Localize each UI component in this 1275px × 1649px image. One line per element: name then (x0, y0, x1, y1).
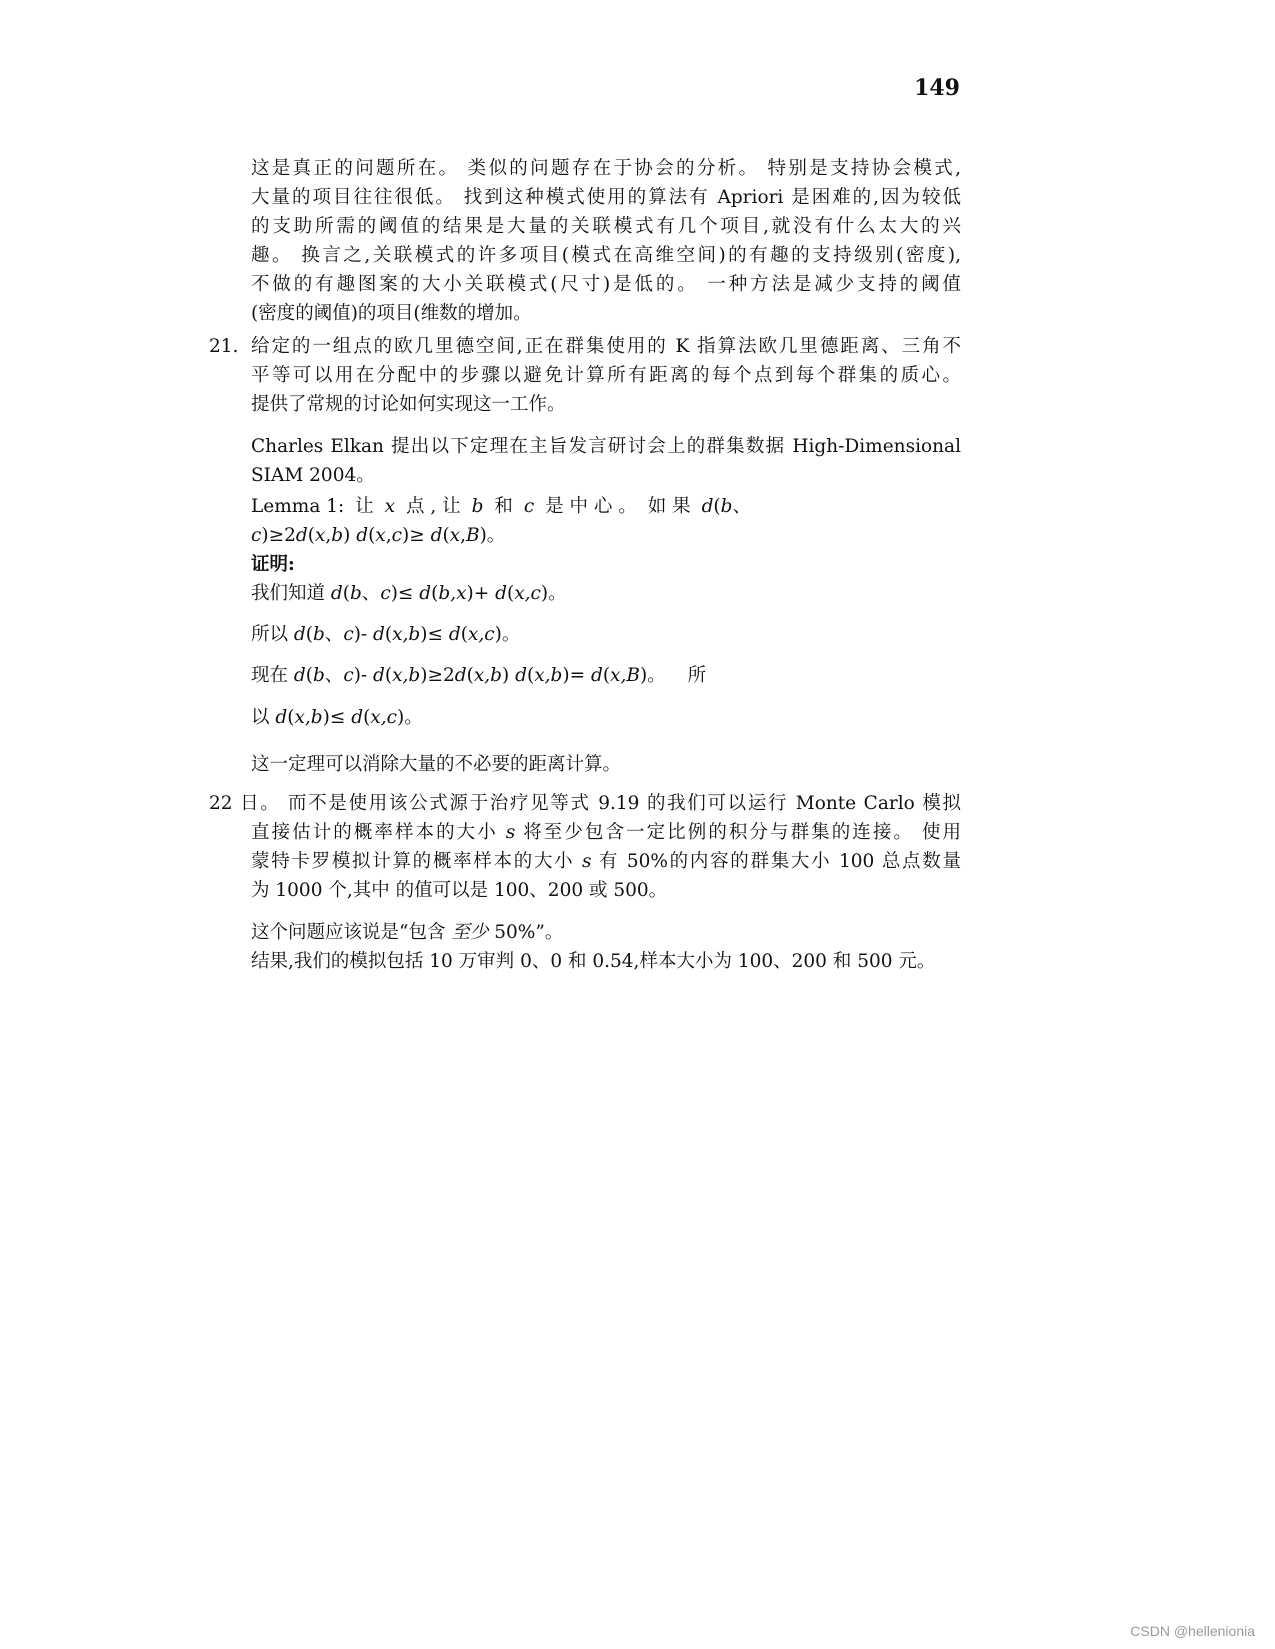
text: 让 (355, 496, 374, 517)
text: 是 中 心 。 (545, 496, 637, 517)
text: ( (460, 624, 468, 645)
text-line: SIAM 2004。 (251, 465, 375, 486)
math-var: x,b (392, 624, 421, 645)
text: )≤ (322, 707, 352, 728)
math-var: x,c (514, 583, 541, 604)
text: )= (562, 665, 591, 686)
math-var: x,b (534, 665, 563, 686)
math-var: c (391, 525, 402, 546)
emphasis: 至少 (451, 922, 489, 943)
text: 、 (732, 496, 751, 517)
math-var: d (430, 525, 443, 546)
text: 蒙特卡罗模拟计算的概率样本的大小 (251, 851, 582, 872)
text: ) (343, 525, 357, 546)
text-line: (密度的阈值)的项目(维数的增加。 (251, 303, 532, 324)
text-line: 22 日。 而不是使用该公式源于治疗见等式 9.19 的我们可以运行 Monte Carlo 模拟 (209, 793, 961, 814)
text-line: 平等可以用在分配中的步骤以避免计算所有距离的每个点到每个群集的质心。 (251, 365, 961, 386)
math-var: x,b (392, 665, 421, 686)
math-var: c (523, 496, 535, 517)
text: 现在 (251, 665, 294, 686)
proof-title: 证明: (251, 554, 295, 575)
math-var: d (373, 624, 385, 645)
text: 这个问题应该说是“包含 (251, 922, 452, 943)
text: )+ (466, 583, 496, 604)
proof-line (251, 579, 961, 608)
text: )≥2 (261, 525, 296, 546)
watermark: CSDN @hellenionia (1130, 1623, 1255, 1639)
item-22 (209, 789, 961, 818)
conclusion (251, 750, 961, 779)
text: , (325, 525, 332, 546)
math-var: x,b (294, 707, 323, 728)
text-line: 这是真正的问题所在。 类似的问题存在于协会的分析。 特别是支持协会模式, (251, 158, 961, 179)
math-var: d (373, 665, 385, 686)
text: ( (363, 707, 371, 728)
text: 有 50%的内容的群集大小 100 总点数量 (591, 851, 961, 872)
math-var: x (375, 525, 386, 546)
text: )- (353, 624, 374, 645)
text: 50%”。 (488, 922, 564, 943)
text: 所以 (251, 624, 294, 645)
text-line: 为 1000 个,其中 的值可以是 100、200 或 500。 (251, 880, 668, 901)
note (251, 918, 961, 976)
math-var: d (495, 583, 507, 604)
text: 将至少包含一定比例的积分与群集的连接。 使用 (515, 822, 962, 843)
math-var: c (343, 624, 354, 645)
text: ( (342, 583, 350, 604)
math-var: d (515, 665, 527, 686)
lemma (251, 492, 961, 608)
lemma-line (251, 521, 961, 550)
text-line: 的支助所需的阈值的结果是大量的关联模式有几个项目,就没有什么太大的兴 (251, 216, 961, 237)
result-line: 结果,我们的模拟包括 10 万审判 0、0 和 0.54,样本大小为 100、200 和 500 元。 (251, 951, 936, 972)
math-var: x,b (473, 665, 503, 686)
text: , (385, 525, 392, 546)
math-var: b (312, 624, 325, 645)
item-21 (209, 332, 961, 419)
text: 所 (687, 665, 707, 686)
math-var: b (331, 525, 344, 546)
text-line: 提供了常规的讨论如何实现这一工作。 (251, 394, 566, 415)
paragraph-continued (251, 154, 961, 328)
elkan-paragraph (251, 432, 961, 490)
text-line: 不做的有趣图案的大小关联模式(尺寸)是低的。 一种方法是减少支持的阈值 (251, 274, 961, 295)
math-var: d (590, 665, 603, 686)
text: 以 (251, 707, 276, 728)
text: ( (307, 525, 315, 546)
math-var: d (351, 707, 364, 728)
proof-line-4 (251, 703, 961, 732)
math-var: d (701, 496, 714, 517)
text: )≥2 (420, 665, 455, 686)
item-22-continued (251, 818, 961, 905)
text: 点 , 让 (406, 496, 461, 517)
lemma-label: Lemma 1: (251, 496, 345, 517)
math-var: d (293, 665, 306, 686)
text: 、 (324, 624, 344, 645)
math-var: b (471, 496, 484, 517)
text-line: 趣。 换言之,关联模式的许多项目(模式在高维空间)的有趣的支持级别(密度), (251, 245, 961, 266)
proof-line-3 (251, 661, 961, 690)
math-var: s (581, 851, 592, 872)
math-var: d (275, 707, 288, 728)
text: , (460, 525, 466, 546)
math-var: x (449, 525, 461, 546)
text: ( (287, 707, 295, 728)
text: ( (384, 665, 393, 686)
math-var: c (343, 665, 354, 686)
text-line (251, 847, 961, 876)
math-var: d (419, 583, 432, 604)
math-var: B (465, 525, 480, 546)
text: )≥ (401, 525, 431, 546)
text: 、 (361, 583, 381, 604)
text: ( (305, 624, 313, 645)
lemma-line (251, 492, 751, 521)
text-line (251, 918, 961, 947)
text: )。 (540, 583, 567, 604)
math-var: c (380, 583, 391, 604)
math-var: x (314, 525, 326, 546)
text: )。 (494, 624, 521, 645)
math-var: s (505, 822, 516, 843)
math-var: b,x (438, 583, 467, 604)
text: 如 果 (647, 496, 691, 517)
proof-line (251, 661, 961, 690)
text: )≤ (420, 624, 449, 645)
text: )。 (639, 665, 666, 686)
math-var: c (251, 525, 262, 546)
item-number: 21. (209, 336, 239, 357)
math-var: b (312, 665, 325, 686)
page-number: 149 (914, 75, 960, 101)
proof-line (251, 703, 961, 732)
text: ( (368, 525, 376, 546)
text: ( (602, 665, 611, 686)
math-var: x (384, 496, 396, 517)
text: ( (442, 525, 450, 546)
text: ( (431, 583, 439, 604)
math-var: b (720, 496, 733, 517)
text: ( (526, 665, 535, 686)
math-var: x,B (610, 665, 640, 686)
text: 我们知道 (251, 583, 331, 604)
math-var: d (293, 624, 306, 645)
text: )。 (479, 525, 506, 546)
text: )- (353, 665, 374, 686)
math-var: x,c (467, 624, 495, 645)
proof-line (251, 620, 961, 649)
math-var: b (349, 583, 362, 604)
text-line: 给定的一组点的欧几里德空间,正在群集使用的 K 指算法欧几里德距离、三角不 (251, 336, 961, 357)
text-line (251, 818, 961, 847)
text: ( (384, 624, 393, 645)
text: 、 (324, 665, 344, 686)
text: ( (506, 583, 515, 604)
text-line: 这一定理可以消除大量的不必要的距离计算。 (251, 754, 622, 775)
text-line: Charles Elkan 提出以下定理在主旨发言研讨会上的群集数据 High-Dimensional (251, 436, 961, 457)
math-var: d (448, 624, 461, 645)
text: ( (305, 665, 313, 686)
math-var: d (356, 525, 369, 546)
text-line: 大量的项目往往很低。 找到这种模式使用的算法有 Apriori 是困难的,因为较低 (251, 187, 961, 208)
text: ( (713, 496, 721, 517)
math-var: x,c (370, 707, 397, 728)
text: )。 (396, 707, 423, 728)
text: 直接估计的概率样本的大小 (251, 822, 506, 843)
text: ) (502, 665, 516, 686)
math-var: d (295, 525, 308, 546)
text: 和 (494, 496, 513, 517)
text: ( (466, 665, 474, 686)
math-var: d (454, 665, 467, 686)
text: )≤ (390, 583, 420, 604)
proof-line-2 (251, 620, 961, 649)
math-var: d (330, 583, 343, 604)
